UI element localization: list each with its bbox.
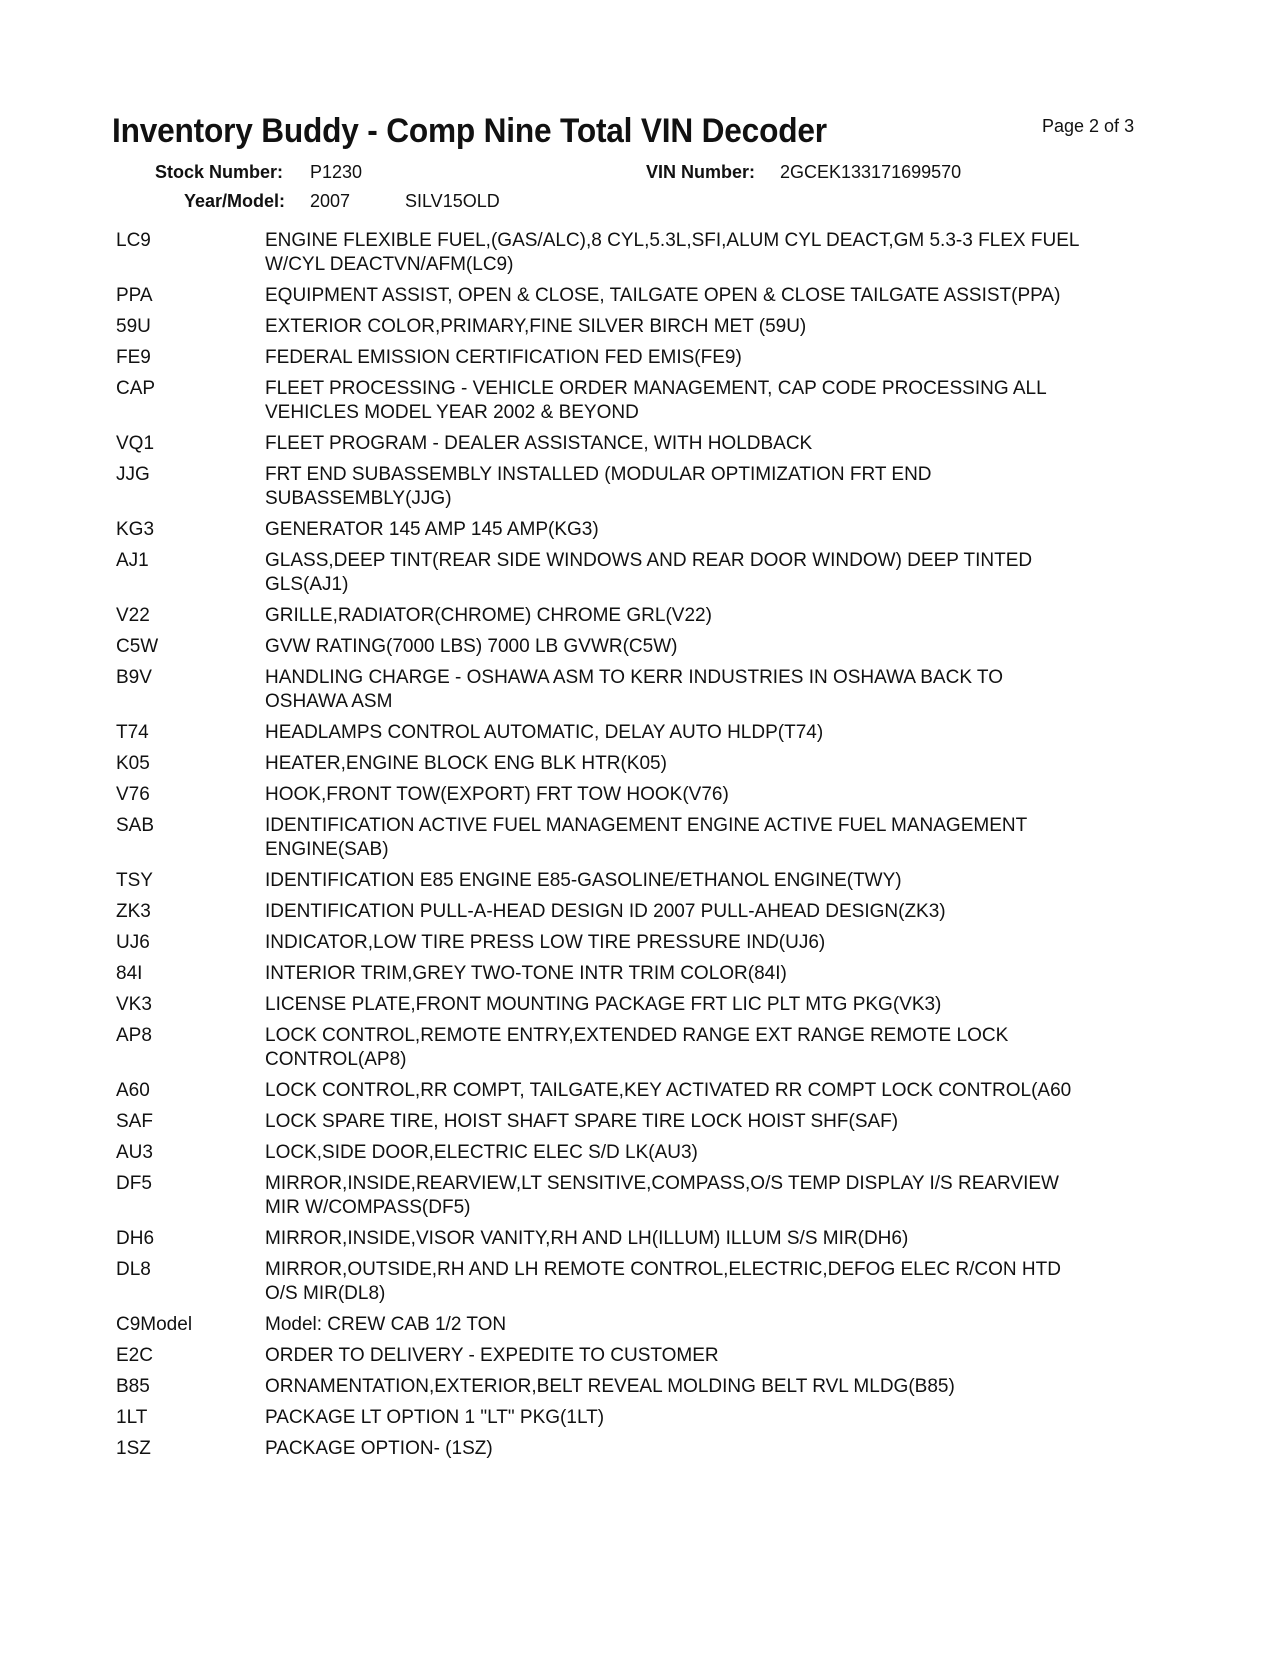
- option-description-line: MIRROR,INSIDE,VISOR VANITY,RH AND LH(ILLUM) ILLUM S/S MIR(DH6): [265, 1228, 909, 1249]
- option-code-list: [0, 229, 1280, 1468]
- option-row: [0, 666, 1280, 714]
- option-description-line: ORDER TO DELIVERY - EXPEDITE TO CUSTOMER: [265, 1345, 719, 1366]
- option-description: [265, 1110, 1165, 1134]
- option-description: [265, 900, 1165, 924]
- option-row: [0, 869, 1280, 893]
- option-code: A60: [116, 1080, 150, 1101]
- option-description-line: GRILLE,RADIATOR(CHROME) CHROME GRL(V22): [265, 605, 712, 626]
- option-code: B9V: [116, 667, 152, 688]
- option-code: 1LT: [116, 1407, 148, 1428]
- option-description-line: GLASS,DEEP TINT(REAR SIDE WINDOWS AND REAR DOOR WINDOW) DEEP TINTED: [265, 550, 1033, 571]
- page-number: Page 2 of 3: [1042, 116, 1135, 136]
- option-description: [265, 1141, 1165, 1165]
- option-description-line: ENGINE FLEXIBLE FUEL,(GAS/ALC),8 CYL,5.3L,SFI,ALUM CYL DEACT,GM 5.3-3 FLEX FUEL: [265, 230, 1080, 251]
- option-description-line: HANDLING CHARGE - OSHAWA ASM TO KERR INDUSTRIES IN OSHAWA BACK TO: [265, 667, 1003, 688]
- option-code: B85: [116, 1376, 150, 1397]
- option-description-line: MIR W/COMPASS(DF5): [265, 1197, 471, 1218]
- option-code: PPA: [116, 285, 153, 306]
- option-description: [265, 315, 1165, 339]
- option-description: [265, 432, 1165, 456]
- option-description: [265, 1172, 1165, 1220]
- option-row: [0, 752, 1280, 776]
- option-row: [0, 346, 1280, 370]
- option-description-line: EQUIPMENT ASSIST, OPEN & CLOSE, TAILGATE OPEN & CLOSE TAILGATE ASSIST(PPA): [265, 285, 1061, 306]
- option-row: [0, 993, 1280, 1017]
- option-description: [265, 1406, 1165, 1430]
- option-row: [0, 783, 1280, 807]
- option-code: V22: [116, 605, 150, 626]
- option-row: [0, 635, 1280, 659]
- option-description: [265, 346, 1165, 370]
- option-description-line: Model: CREW CAB 1/2 TON: [265, 1314, 507, 1335]
- option-description-line: LOCK,SIDE DOOR,ELECTRIC ELEC S/D LK(AU3): [265, 1142, 698, 1163]
- option-row: [0, 604, 1280, 628]
- page-title: Inventory Buddy - Comp Nine Total VIN Decoder: [112, 112, 827, 150]
- vin-number-value: 2GCEK133171699570: [780, 162, 962, 182]
- option-row: [0, 1079, 1280, 1103]
- option-description: [265, 1258, 1165, 1306]
- option-description: [265, 752, 1165, 776]
- option-row: [0, 1344, 1280, 1368]
- option-description: [265, 869, 1165, 893]
- option-description: [265, 284, 1165, 308]
- option-description-line: LICENSE PLATE,FRONT MOUNTING PACKAGE FRT LIC PLT MTG PKG(VK3): [265, 994, 942, 1015]
- option-row: [0, 1375, 1280, 1399]
- option-description-line: FEDERAL EMISSION CERTIFICATION FED EMIS(FE9): [265, 347, 742, 368]
- option-description: [265, 666, 1165, 714]
- option-description: [265, 463, 1165, 511]
- option-row: [0, 1110, 1280, 1134]
- option-description: [265, 962, 1165, 986]
- option-description-line: ENGINE(SAB): [265, 839, 389, 860]
- option-code: T74: [116, 722, 149, 743]
- option-description: [265, 1024, 1165, 1072]
- option-description: [265, 604, 1165, 628]
- option-code: UJ6: [116, 932, 150, 953]
- option-description: [265, 1375, 1165, 1399]
- option-description-line: GVW RATING(7000 LBS) 7000 LB GVWR(C5W): [265, 636, 678, 657]
- year-model-label: Year/Model:: [184, 191, 286, 211]
- option-row: [0, 315, 1280, 339]
- option-row: [0, 1313, 1280, 1337]
- option-description-line: IDENTIFICATION PULL-A-HEAD DESIGN ID 2007 PULL-AHEAD DESIGN(ZK3): [265, 901, 946, 922]
- option-row: [0, 518, 1280, 542]
- option-description-line: LOCK CONTROL,REMOTE ENTRY,EXTENDED RANGE EXT RANGE REMOTE LOCK: [265, 1025, 1009, 1046]
- option-description-line: PACKAGE LT OPTION 1 "LT" PKG(1LT): [265, 1407, 605, 1428]
- option-description-line: ORNAMENTATION,EXTERIOR,BELT REVEAL MOLDING BELT RVL MLDG(B85): [265, 1376, 955, 1397]
- option-row: [0, 1227, 1280, 1251]
- option-row: [0, 962, 1280, 986]
- option-description-line: GLS(AJ1): [265, 574, 349, 595]
- option-description-line: HOOK,FRONT TOW(EXPORT) FRT TOW HOOK(V76): [265, 784, 729, 805]
- option-description-line: INTERIOR TRIM,GREY TWO-TONE INTR TRIM COLOR(84I): [265, 963, 787, 984]
- option-description: [265, 1227, 1165, 1251]
- vin-number-label: VIN Number:: [646, 162, 756, 182]
- option-description-line: O/S MIR(DL8): [265, 1283, 386, 1304]
- option-row: [0, 931, 1280, 955]
- option-code: SAF: [116, 1111, 153, 1132]
- option-description-line: IDENTIFICATION E85 ENGINE E85-GASOLINE/ETHANOL ENGINE(TWY): [265, 870, 902, 891]
- option-description: [265, 1313, 1165, 1337]
- option-code: AJ1: [116, 550, 149, 571]
- option-code: K05: [116, 753, 150, 774]
- option-description: [265, 931, 1165, 955]
- option-row: [0, 1437, 1280, 1461]
- option-description: [265, 518, 1165, 542]
- option-description-line: LOCK SPARE TIRE, HOIST SHAFT SPARE TIRE LOCK HOIST SHF(SAF): [265, 1111, 899, 1132]
- option-row: [0, 1406, 1280, 1430]
- option-code: JJG: [116, 464, 150, 485]
- option-description-line: IDENTIFICATION ACTIVE FUEL MANAGEMENT ENGINE ACTIVE FUEL MANAGEMENT: [265, 815, 1028, 836]
- option-description: [265, 635, 1165, 659]
- option-code: SAB: [116, 815, 155, 836]
- option-row: [0, 463, 1280, 511]
- option-code: V76: [116, 784, 150, 805]
- option-code: ZK3: [116, 901, 151, 922]
- option-description: [265, 549, 1165, 597]
- option-row: [0, 1172, 1280, 1220]
- option-row: [0, 1141, 1280, 1165]
- option-code: VK3: [116, 994, 152, 1015]
- option-description-line: W/CYL DEACTVN/AFM(LC9): [265, 254, 514, 275]
- option-row: [0, 900, 1280, 924]
- option-code: CAP: [116, 378, 156, 399]
- option-description: [265, 814, 1165, 862]
- option-code: DF5: [116, 1173, 152, 1194]
- option-description-line: SUBASSEMBLY(JJG): [265, 488, 452, 509]
- option-description-line: MIRROR,OUTSIDE,RH AND LH REMOTE CONTROL,ELECTRIC,DEFOG ELEC R/CON HTD: [265, 1259, 1061, 1280]
- option-description: [265, 1437, 1165, 1461]
- stock-number-value: P1230: [310, 162, 363, 182]
- option-description: [265, 783, 1165, 807]
- option-code: VQ1: [116, 433, 155, 454]
- option-row: [0, 549, 1280, 597]
- option-description-line: EXTERIOR COLOR,PRIMARY,FINE SILVER BIRCH MET (59U): [265, 316, 807, 337]
- option-description-line: HEATER,ENGINE BLOCK ENG BLK HTR(K05): [265, 753, 667, 774]
- option-description: [265, 1344, 1165, 1368]
- option-row: [0, 229, 1280, 277]
- option-code: TSY: [116, 870, 153, 891]
- option-code: FE9: [116, 347, 151, 368]
- option-code: AU3: [116, 1142, 153, 1163]
- option-description-line: MIRROR,INSIDE,REARVIEW,LT SENSITIVE,COMPASS,O/S TEMP DISPLAY I/S REARVIEW: [265, 1173, 1059, 1194]
- model-value: SILV15OLD: [405, 191, 500, 211]
- option-description-line: GENERATOR 145 AMP 145 AMP(KG3): [265, 519, 599, 540]
- option-code: KG3: [116, 519, 155, 540]
- option-code: C9Model: [116, 1314, 193, 1335]
- option-description-line: HEADLAMPS CONTROL AUTOMATIC, DELAY AUTO HLDP(T74): [265, 722, 824, 743]
- option-code: 84I: [116, 963, 143, 984]
- option-row: [0, 721, 1280, 745]
- option-description-line: VEHICLES MODEL YEAR 2002 & BEYOND: [265, 402, 639, 423]
- option-row: [0, 432, 1280, 456]
- option-code: 1SZ: [116, 1438, 151, 1459]
- option-code: LC9: [116, 230, 151, 251]
- option-description-line: PACKAGE OPTION- (1SZ): [265, 1438, 493, 1459]
- option-code: DH6: [116, 1228, 155, 1249]
- option-code: C5W: [116, 636, 159, 657]
- option-description: [265, 1079, 1165, 1103]
- option-description-line: LOCK CONTROL,RR COMPT, TAILGATE,KEY ACTIVATED RR COMPT LOCK CONTROL(A60: [265, 1080, 1072, 1101]
- option-row: [0, 814, 1280, 862]
- option-description-line: OSHAWA ASM: [265, 691, 393, 712]
- year-value: 2007: [310, 191, 351, 211]
- option-description-line: FLEET PROCESSING - VEHICLE ORDER MANAGEMENT, CAP CODE PROCESSING ALL: [265, 378, 1047, 399]
- option-code: E2C: [116, 1345, 153, 1366]
- option-code: DL8: [116, 1259, 151, 1280]
- option-code: 59U: [116, 316, 151, 337]
- option-code: AP8: [116, 1025, 152, 1046]
- option-description: [265, 993, 1165, 1017]
- option-description-line: FRT END SUBASSEMBLY INSTALLED (MODULAR OPTIMIZATION FRT END: [265, 464, 932, 485]
- option-description: [265, 721, 1165, 745]
- option-row: [0, 284, 1280, 308]
- option-description-line: FLEET PROGRAM - DEALER ASSISTANCE, WITH HOLDBACK: [265, 433, 813, 454]
- option-description-line: CONTROL(AP8): [265, 1049, 407, 1070]
- option-description: [265, 229, 1165, 277]
- option-row: [0, 1024, 1280, 1072]
- option-description: [265, 377, 1165, 425]
- option-row: [0, 377, 1280, 425]
- option-row: [0, 1258, 1280, 1306]
- option-description-line: INDICATOR,LOW TIRE PRESS LOW TIRE PRESSURE IND(UJ6): [265, 932, 826, 953]
- stock-number-label: Stock Number:: [155, 162, 284, 182]
